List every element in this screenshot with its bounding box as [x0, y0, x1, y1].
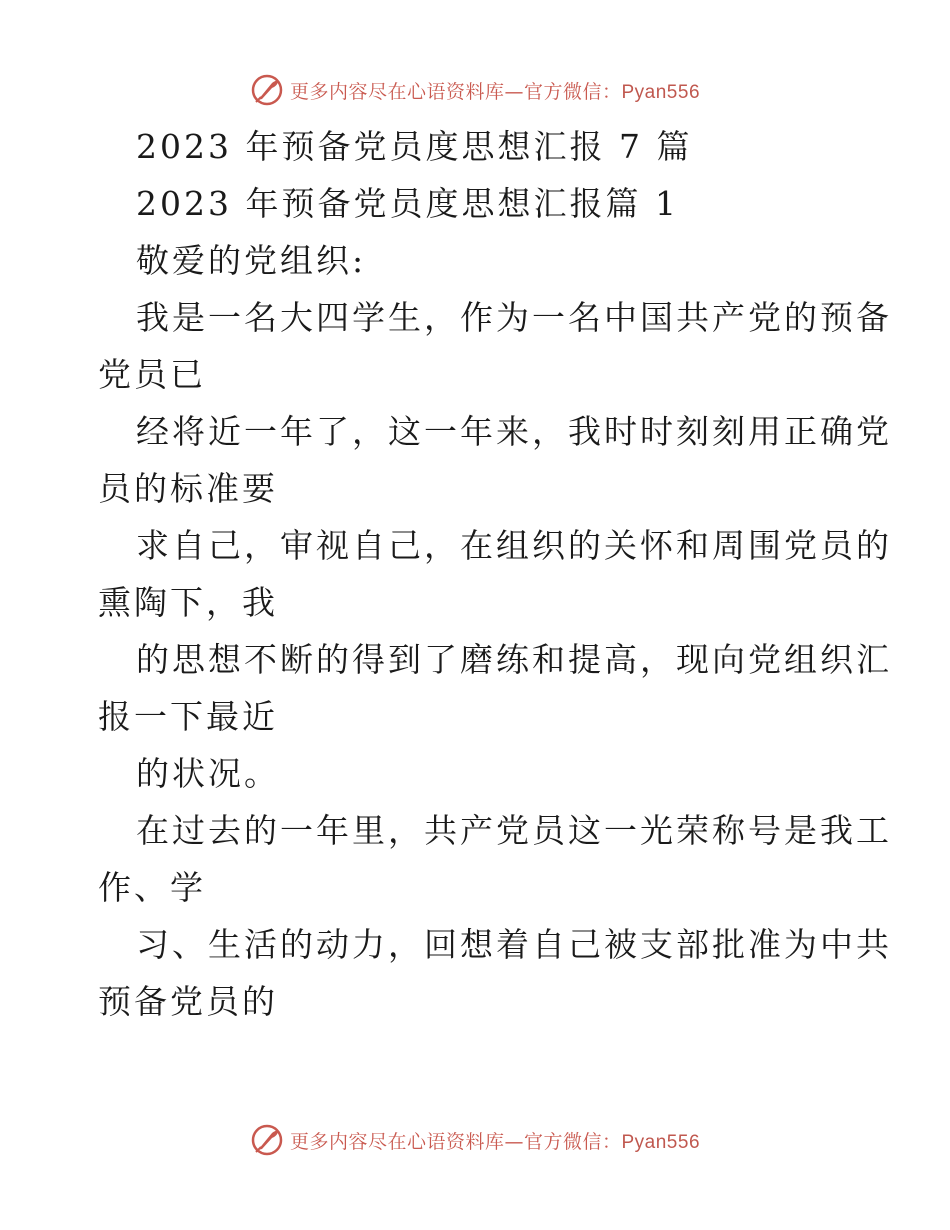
footer-banner — [0, 1120, 950, 1160]
header-banner — [0, 70, 950, 110]
quill-pen-logo-icon — [250, 73, 284, 107]
section-title: 2023 年预备党员度思想汇报篇 1 — [136, 184, 679, 223]
text-line: 求自己，审视自己，在组织的关怀和周围党员的 — [136, 526, 892, 565]
text-line: 报一下最近 — [98, 697, 278, 736]
text-line: 在过去的一年里，共产党员这一光荣称号是我工 — [136, 811, 892, 850]
text-line: 的状况。 — [136, 754, 280, 793]
text-line: 经将近一年了，这一年来，我时时刻刻用正确党 — [136, 412, 892, 451]
banner-text: 更多内容尽在心语资料库—官方微信：Pyan556 — [289, 80, 701, 103]
text-line: 我是一名大四学生，作为一名中国共产党的预备 — [136, 298, 892, 337]
salutation: 敬爱的党组织: — [136, 241, 367, 280]
text-line: 党员已 — [98, 355, 206, 394]
text-line: 员的标准要 — [98, 469, 278, 508]
text-line: 作、学 — [98, 868, 206, 907]
quill-pen-logo-icon — [250, 1123, 284, 1157]
text-line: 的思想不断的得到了磨练和提高，现向党组织汇 — [136, 640, 892, 679]
banner-text: 更多内容尽在心语资料库—官方微信：Pyan556 — [289, 1130, 701, 1153]
text-line: 预备党员的 — [98, 982, 278, 1021]
text-line: 熏陶下，我 — [98, 583, 278, 622]
document-title: 2023 年预备党员度思想汇报 7 篇 — [136, 127, 693, 166]
document-body — [98, 118, 892, 1030]
text-line: 习、生活的动力，回想着自己被支部批准为中共 — [136, 925, 892, 964]
